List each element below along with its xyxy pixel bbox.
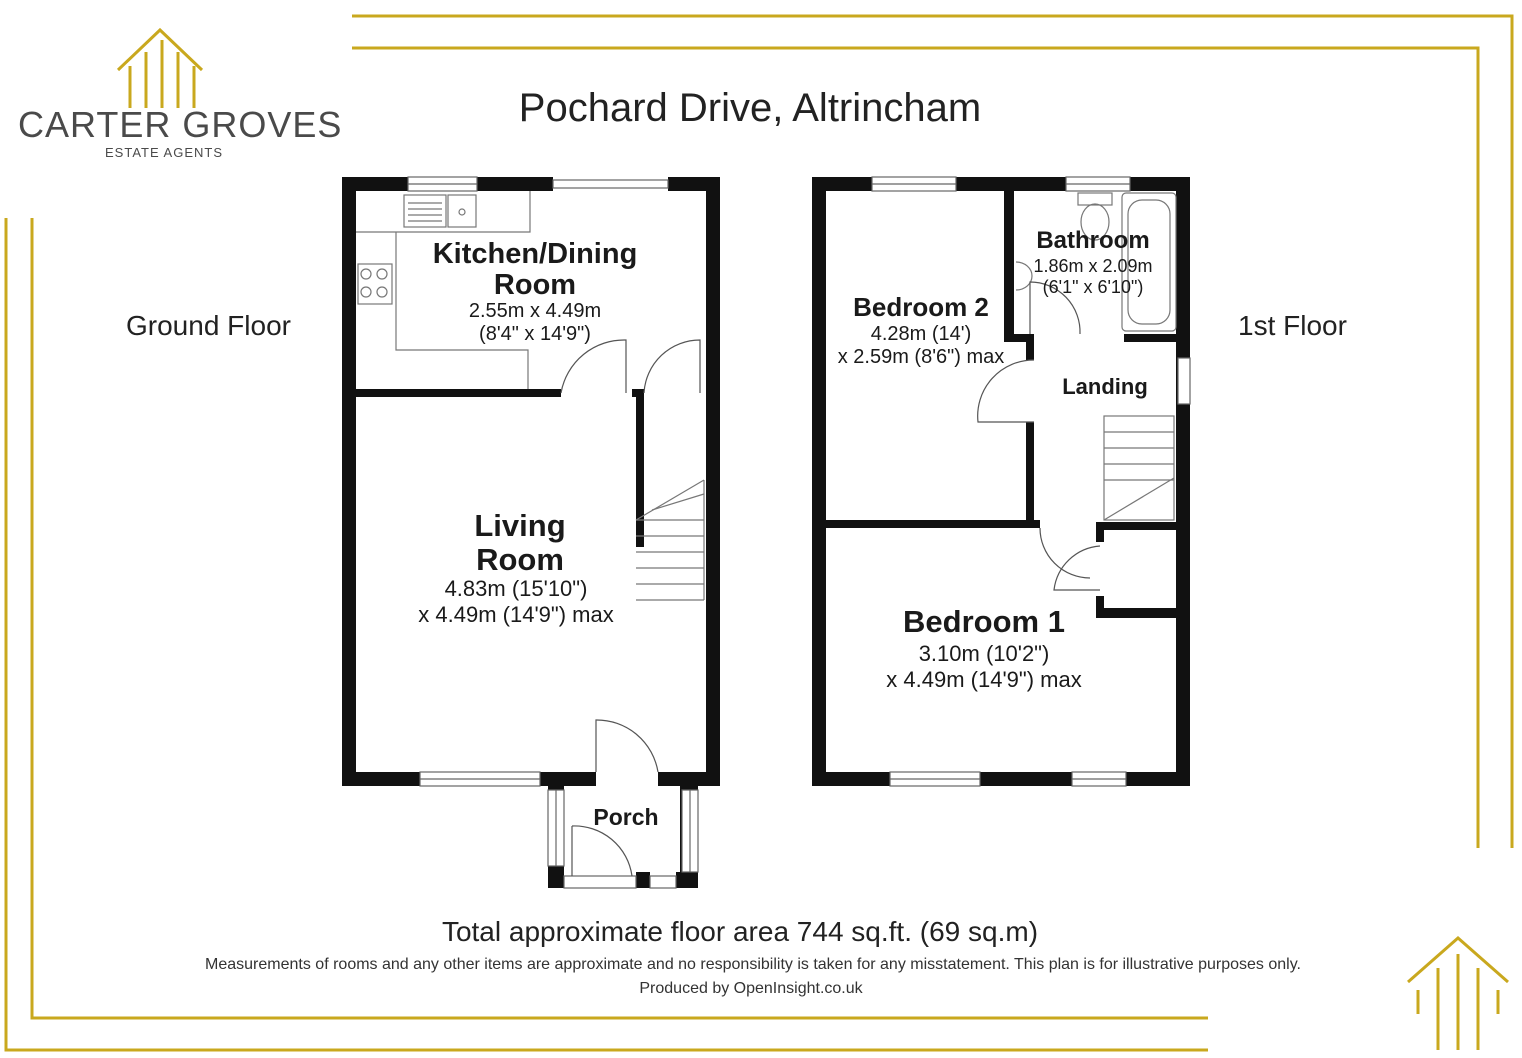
bathroom-dim1: 1.86m x 2.09m [1033,256,1153,276]
living-name-line2: Room [476,542,564,577]
bathroom-name: Bathroom [1036,227,1150,254]
brand-name: CARTER GROVES [18,104,343,145]
bedroom2-dim1: 4.28m (14') [870,323,972,345]
bedroom1-dim1: 3.10m (10'2") [918,641,1050,666]
bedroom1-name: Bedroom 1 [903,604,1065,639]
bedroom1-dim2: x 4.49m (14'9") max [886,667,1082,692]
bathroom-dim2: (6'1" x 6'10") [1042,277,1144,297]
produced-by: Produced by OpenInsight.co.uk [639,980,863,997]
porch-name: Porch [593,804,659,830]
bedroom2-name: Bedroom 2 [853,292,989,322]
brand-tagline: ESTATE AGENTS [105,145,223,160]
bedroom2-dim2: x 2.59m (8'6") max [837,346,1005,368]
kitchen-dim1: 2.55m x 4.49m [468,300,602,322]
kitchen-name-line1: Kitchen/Dining [432,238,638,270]
first-floor-label: 1st Floor [1238,310,1347,341]
kitchen-name-line2: Room [493,269,577,301]
living-dim1: 4.83m (15'10") [444,576,588,601]
wall-bedrooms [826,520,1034,528]
kitchen-dim2: (8'4" x 14'9") [479,323,591,345]
wall-west [812,177,826,786]
total-floor-area: Total approximate floor area 744 sq.ft. (69 sq.m) [441,916,1039,947]
wall-east [1176,177,1190,786]
landing-name: Landing [1062,374,1148,399]
ground-floor-label: Ground Floor [126,310,291,341]
page-title: Pochard Drive, Altrincham [518,86,982,130]
living-dim2: x 4.49m (14'9") max [418,602,614,627]
living-name-line1: Living [474,508,566,543]
disclaimer-text: Measurements of rooms and any other items are approximate and no responsibility is taken for any misstatement. This plan is for illustrative purposes only. [205,956,1301,973]
